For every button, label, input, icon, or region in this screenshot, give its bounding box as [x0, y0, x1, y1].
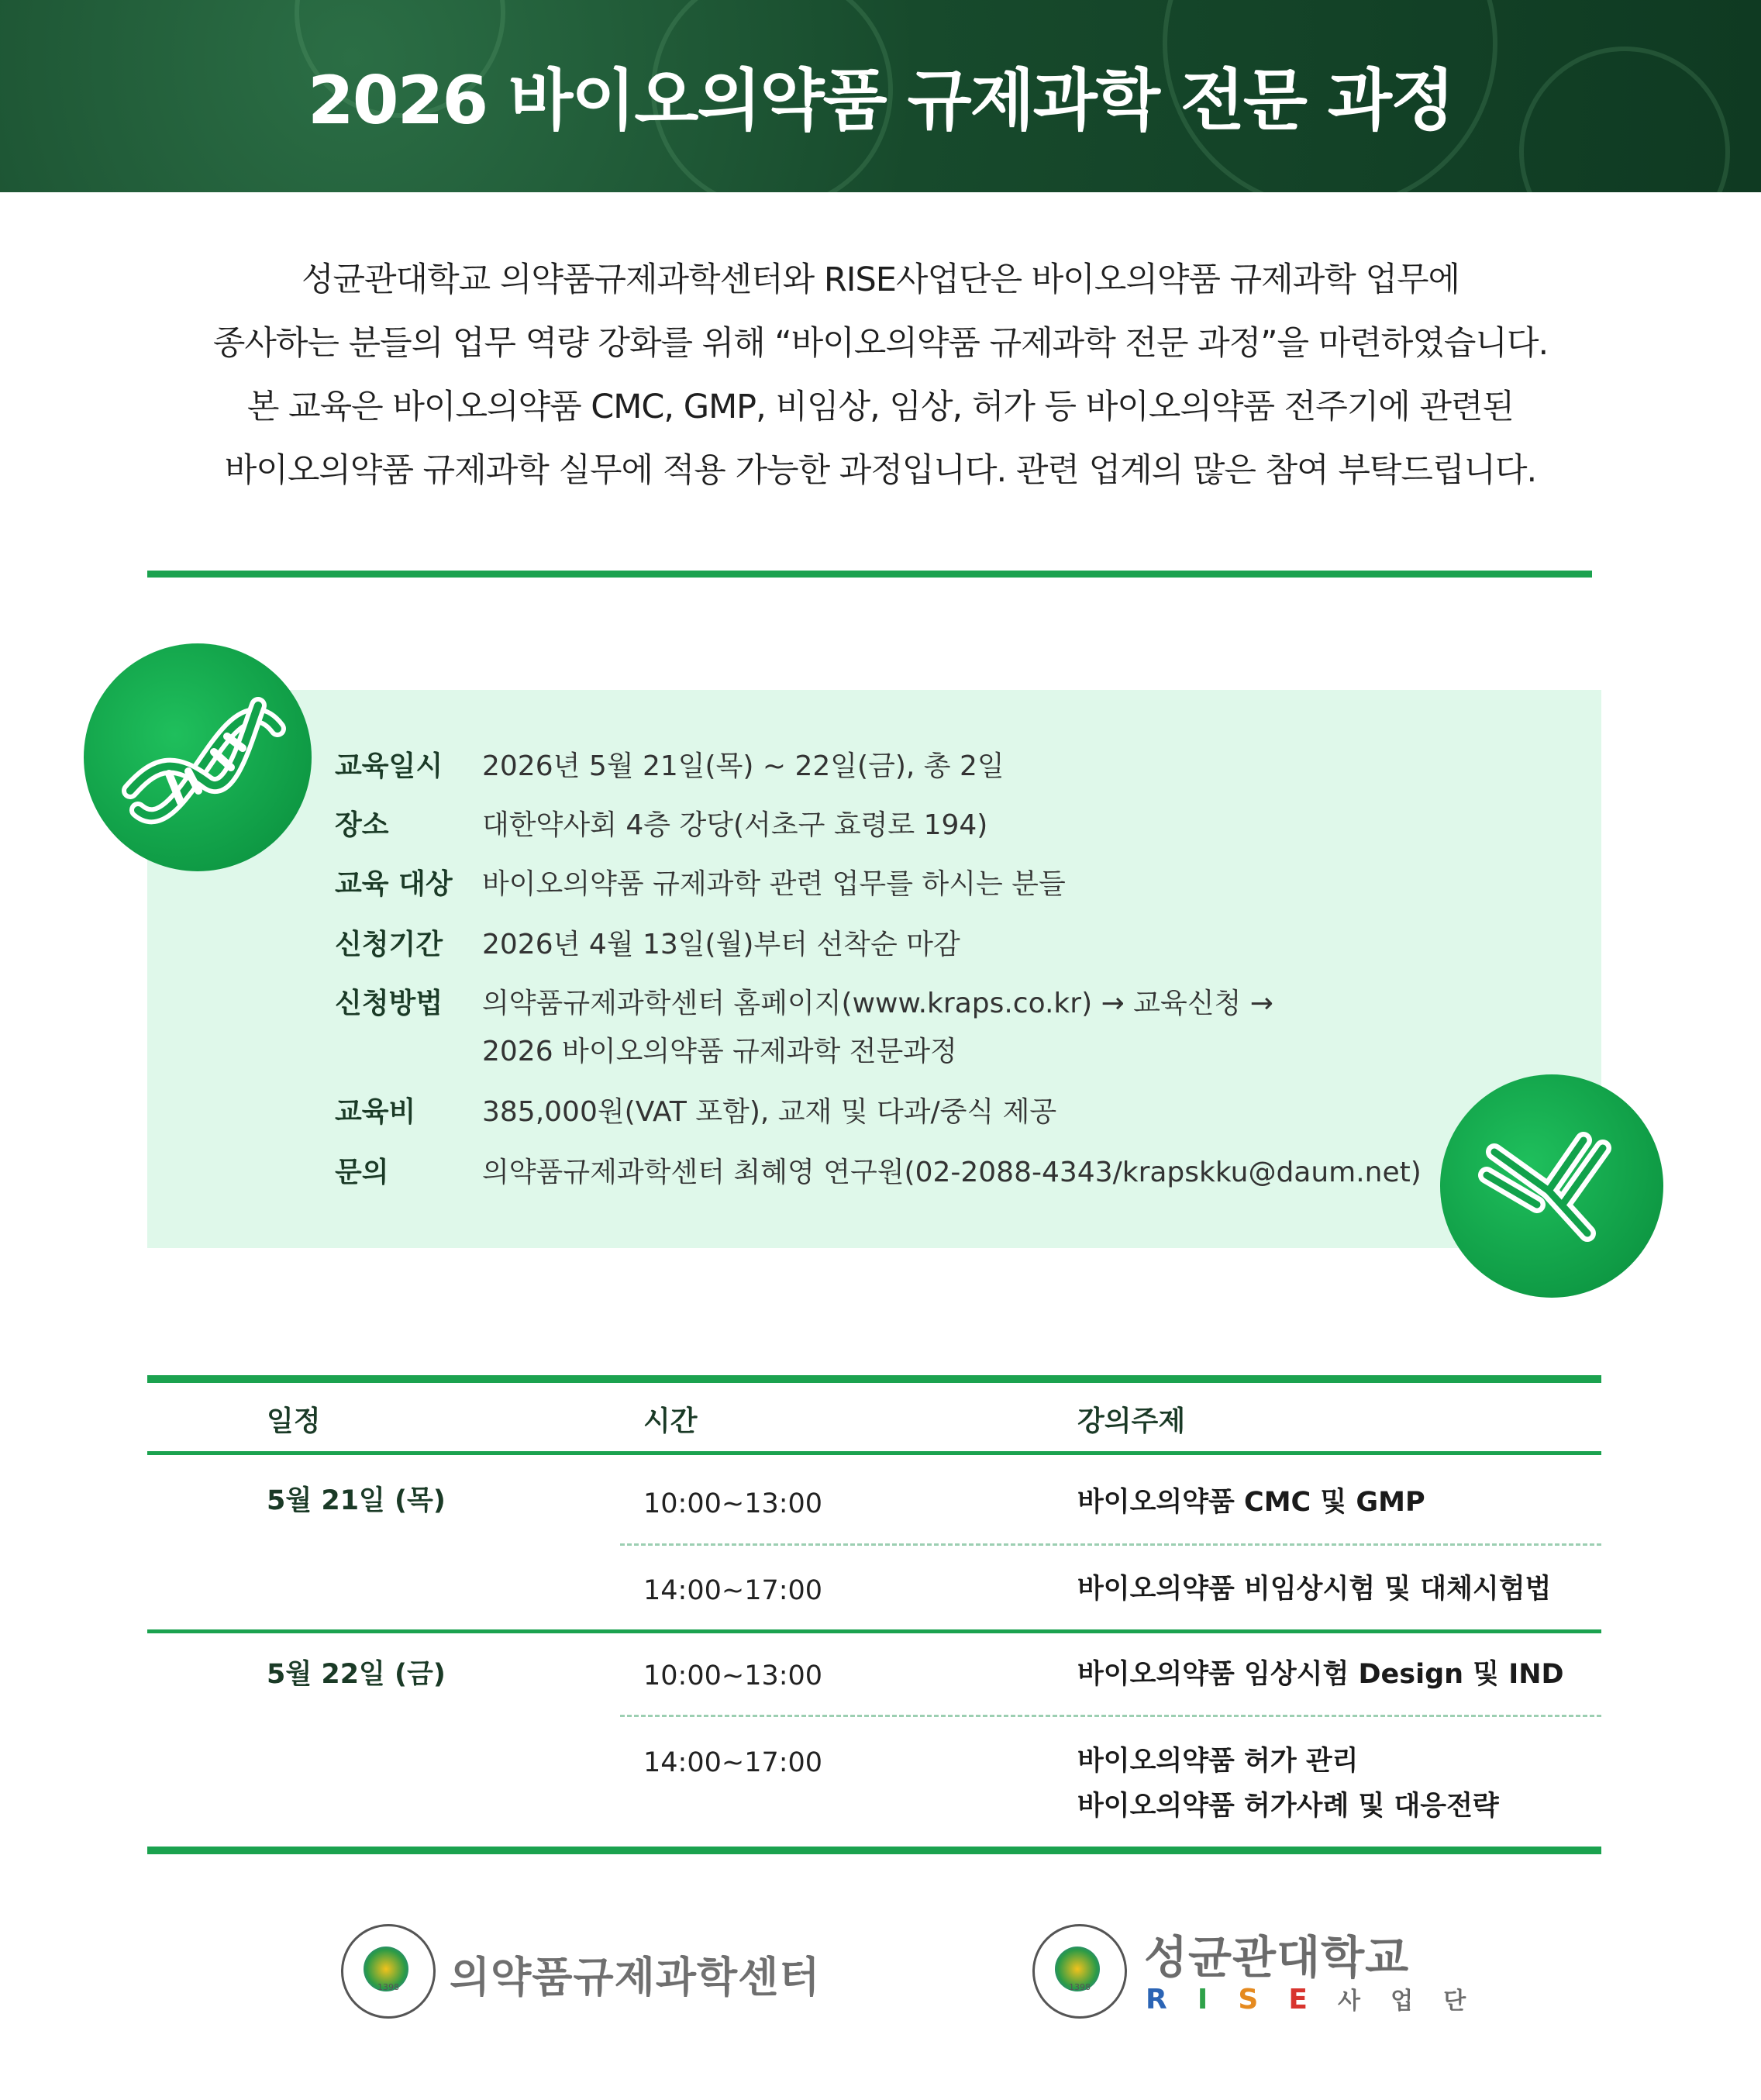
header-banner — [0, 0, 1761, 192]
intro-line: 본 교육은 바이오의약품 CMC, GMP, 비임상, 임상, 허가 등 바이오의약품 전주기에 관련된 — [246, 388, 1515, 426]
info-value: 의약품규제과학센터 홈페이지(www.kraps.co.kr) → 교육신청 → — [482, 988, 1273, 1019]
session-divider — [620, 1715, 1601, 1717]
info-label: 교육 대상 — [335, 868, 453, 900]
info-value: 385,000원(VAT 포함), 교재 및 다과/중식 제공 — [482, 1096, 1057, 1128]
rise-letter: E — [1288, 1984, 1308, 2016]
rise-letter: S — [1238, 1984, 1259, 2016]
session-divider — [620, 1543, 1601, 1546]
schedule-topic: 바이오의약품 비임상시험 및 대체시험법 — [1077, 1574, 1552, 1605]
schedule-header-date: 일정 — [267, 1405, 321, 1437]
info-label: 신청방법 — [335, 988, 443, 1019]
rise-letter: I — [1197, 1984, 1208, 2016]
schedule-topic: 바이오의약품 허가 관리 — [1077, 1746, 1359, 1777]
info-label: 교육비 — [335, 1096, 416, 1128]
schedule-topic: 바이오의약품 임상시험 Design 및 IND — [1077, 1659, 1564, 1690]
info-label: 신청기간 — [335, 929, 443, 960]
university-seal-logo — [341, 1924, 436, 2019]
schedule-header-rule — [147, 1451, 1601, 1455]
info-label: 장소 — [335, 809, 389, 841]
day-divider — [147, 1629, 1601, 1633]
info-value: 2026 바이오의약품 규제과학 전문과정 — [482, 1036, 957, 1067]
info-value: 대한약사회 4층 강당(서초구 효령로 194) — [482, 809, 988, 841]
schedule-time: 10:00~13:00 — [643, 1660, 823, 1691]
schedule-top-rule — [147, 1375, 1601, 1383]
rise-wordmark — [1146, 1981, 1492, 2016]
info-label: 교육일시 — [335, 750, 443, 782]
seal-year: 1398 — [1069, 1982, 1091, 1992]
info-value: 의약품규제과학센터 최혜영 연구원(02-2088-4343/krapskku@daum.net) — [482, 1157, 1422, 1188]
rise-suffix: 사 — [1338, 1988, 1361, 2015]
schedule-topic: 바이오의약품 허가사례 및 대응전략 — [1077, 1791, 1499, 1822]
university-seal-logo — [1032, 1924, 1127, 2019]
center-name: 의약품규제과학센터 — [450, 1953, 821, 2002]
schedule-time: 14:00~17:00 — [643, 1575, 823, 1606]
dna-icon-badge — [84, 643, 312, 871]
schedule-day: 5월 22일 (금) — [267, 1659, 446, 1690]
university-name: 성균관대학교 — [1144, 1931, 1410, 1984]
schedule-day: 5월 21일 (목) — [267, 1485, 446, 1516]
intro-line: 성균관대학교 의약품규제과학센터와 RISE사업단은 바이오의약품 규제과학 업무에 — [301, 260, 1460, 299]
intro-line: 바이오의약품 규제과학 실무에 적용 가능한 과정입니다. 관련 업계의 많은 참여 부탁드립니다. — [224, 451, 1537, 490]
intro-text — [0, 248, 1761, 502]
schedule-bottom-rule — [147, 1847, 1601, 1854]
schedule-time: 14:00~17:00 — [643, 1747, 823, 1778]
dna-icon — [84, 643, 312, 871]
schedule-header-topic: 강의주제 — [1077, 1405, 1186, 1437]
schedule-topic: 바이오의약품 CMC 및 GMP — [1077, 1487, 1425, 1518]
info-value: 2026년 5월 21일(목) ~ 22일(금), 총 2일 — [482, 750, 1005, 782]
info-label: 문의 — [335, 1157, 389, 1188]
info-value: 2026년 4월 13일(월)부터 선착순 마감 — [482, 929, 960, 960]
rise-suffix: 업 — [1391, 1988, 1414, 2015]
seal-year: 1398 — [377, 1982, 399, 1992]
rise-suffix: 단 — [1443, 1988, 1466, 2015]
schedule-time: 10:00~13:00 — [643, 1488, 823, 1519]
schedule-header-time: 시간 — [643, 1405, 698, 1437]
rise-letter: R — [1146, 1984, 1167, 2016]
intro-line: 종사하는 분들의 업무 역량 강화를 위해 “바이오의약품 규제과학 전문 과정”을 마련하였습니다. — [212, 324, 1549, 363]
info-value: 바이오의약품 규제과학 관련 업무를 하시는 분들 — [482, 868, 1066, 900]
page-title: 2026 바이오의약품 규제과학 전문 과정 — [307, 62, 1454, 140]
divider — [147, 571, 1592, 578]
